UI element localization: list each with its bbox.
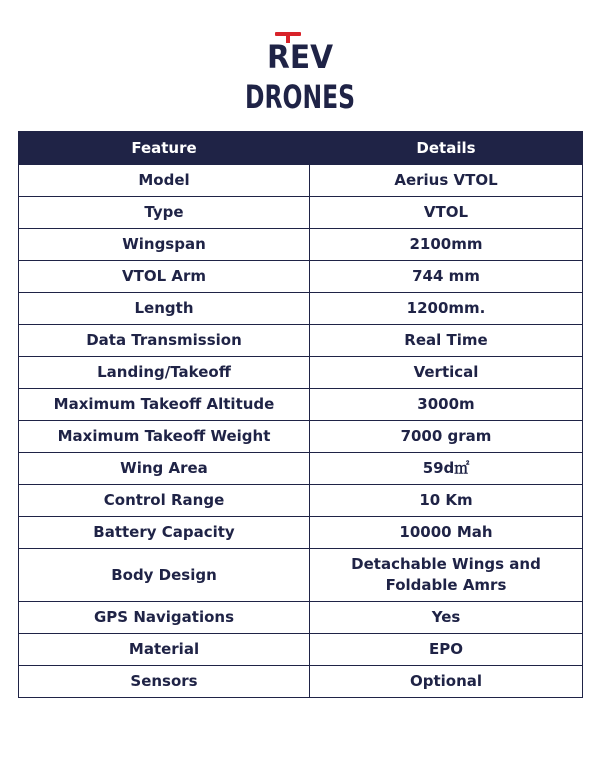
feature-cell: Maximum Takeoff Weight <box>19 421 310 453</box>
feature-cell: Data Transmission <box>19 325 310 357</box>
header-details: Details <box>310 132 583 165</box>
detail-cell: 7000 gram <box>310 421 583 453</box>
table-row <box>19 517 583 549</box>
table-row <box>19 325 583 357</box>
detail-cell: Real Time <box>310 325 583 357</box>
feature-cell: Model <box>19 165 310 197</box>
detail-cell: 10 Km <box>310 485 583 517</box>
detail-cell: 10000 Mah <box>310 517 583 549</box>
detail-cell: Vertical <box>310 357 583 389</box>
feature-cell: Body Design <box>19 549 310 602</box>
feature-cell: Maximum Takeoff Altitude <box>19 389 310 421</box>
spec-table <box>18 131 583 698</box>
table-header-row <box>19 132 583 165</box>
table-row <box>19 261 583 293</box>
detail-cell: 3000m <box>310 389 583 421</box>
rev-drones-logo <box>244 30 356 116</box>
detail-cell: EPO <box>310 634 583 666</box>
table-row <box>19 165 583 197</box>
table-row <box>19 453 583 485</box>
table-row <box>19 602 583 634</box>
detail-cell: Detachable Wings and Foldable Amrs <box>310 549 583 602</box>
table-row <box>19 197 583 229</box>
logo-line-drones: DRONES <box>245 78 355 116</box>
feature-cell: GPS Navigations <box>19 602 310 634</box>
logo-line-rev: REV <box>267 38 334 76</box>
table-row <box>19 389 583 421</box>
detail-cell: VTOL <box>310 197 583 229</box>
table-row <box>19 293 583 325</box>
table-row <box>19 421 583 453</box>
logo-graphic <box>244 30 356 116</box>
detail-cell: 59d㎡ <box>310 453 583 485</box>
feature-cell: Battery Capacity <box>19 517 310 549</box>
table-row <box>19 634 583 666</box>
table-row <box>19 549 583 602</box>
detail-cell: 1200mm. <box>310 293 583 325</box>
feature-cell: Sensors <box>19 666 310 698</box>
feature-cell: Type <box>19 197 310 229</box>
detail-cell: 744 mm <box>310 261 583 293</box>
detail-cell: Aerius VTOL <box>310 165 583 197</box>
feature-cell: Length <box>19 293 310 325</box>
header-feature: Feature <box>19 132 310 165</box>
feature-cell: Wing Area <box>19 453 310 485</box>
feature-cell: Control Range <box>19 485 310 517</box>
detail-cell: Yes <box>310 602 583 634</box>
feature-cell: Landing/Takeoff <box>19 357 310 389</box>
feature-cell: VTOL Arm <box>19 261 310 293</box>
detail-cell: Optional <box>310 666 583 698</box>
table-row <box>19 666 583 698</box>
detail-cell: 2100mm <box>310 229 583 261</box>
table-row <box>19 485 583 517</box>
table-row <box>19 229 583 261</box>
table-row <box>19 357 583 389</box>
feature-cell: Material <box>19 634 310 666</box>
feature-cell: Wingspan <box>19 229 310 261</box>
